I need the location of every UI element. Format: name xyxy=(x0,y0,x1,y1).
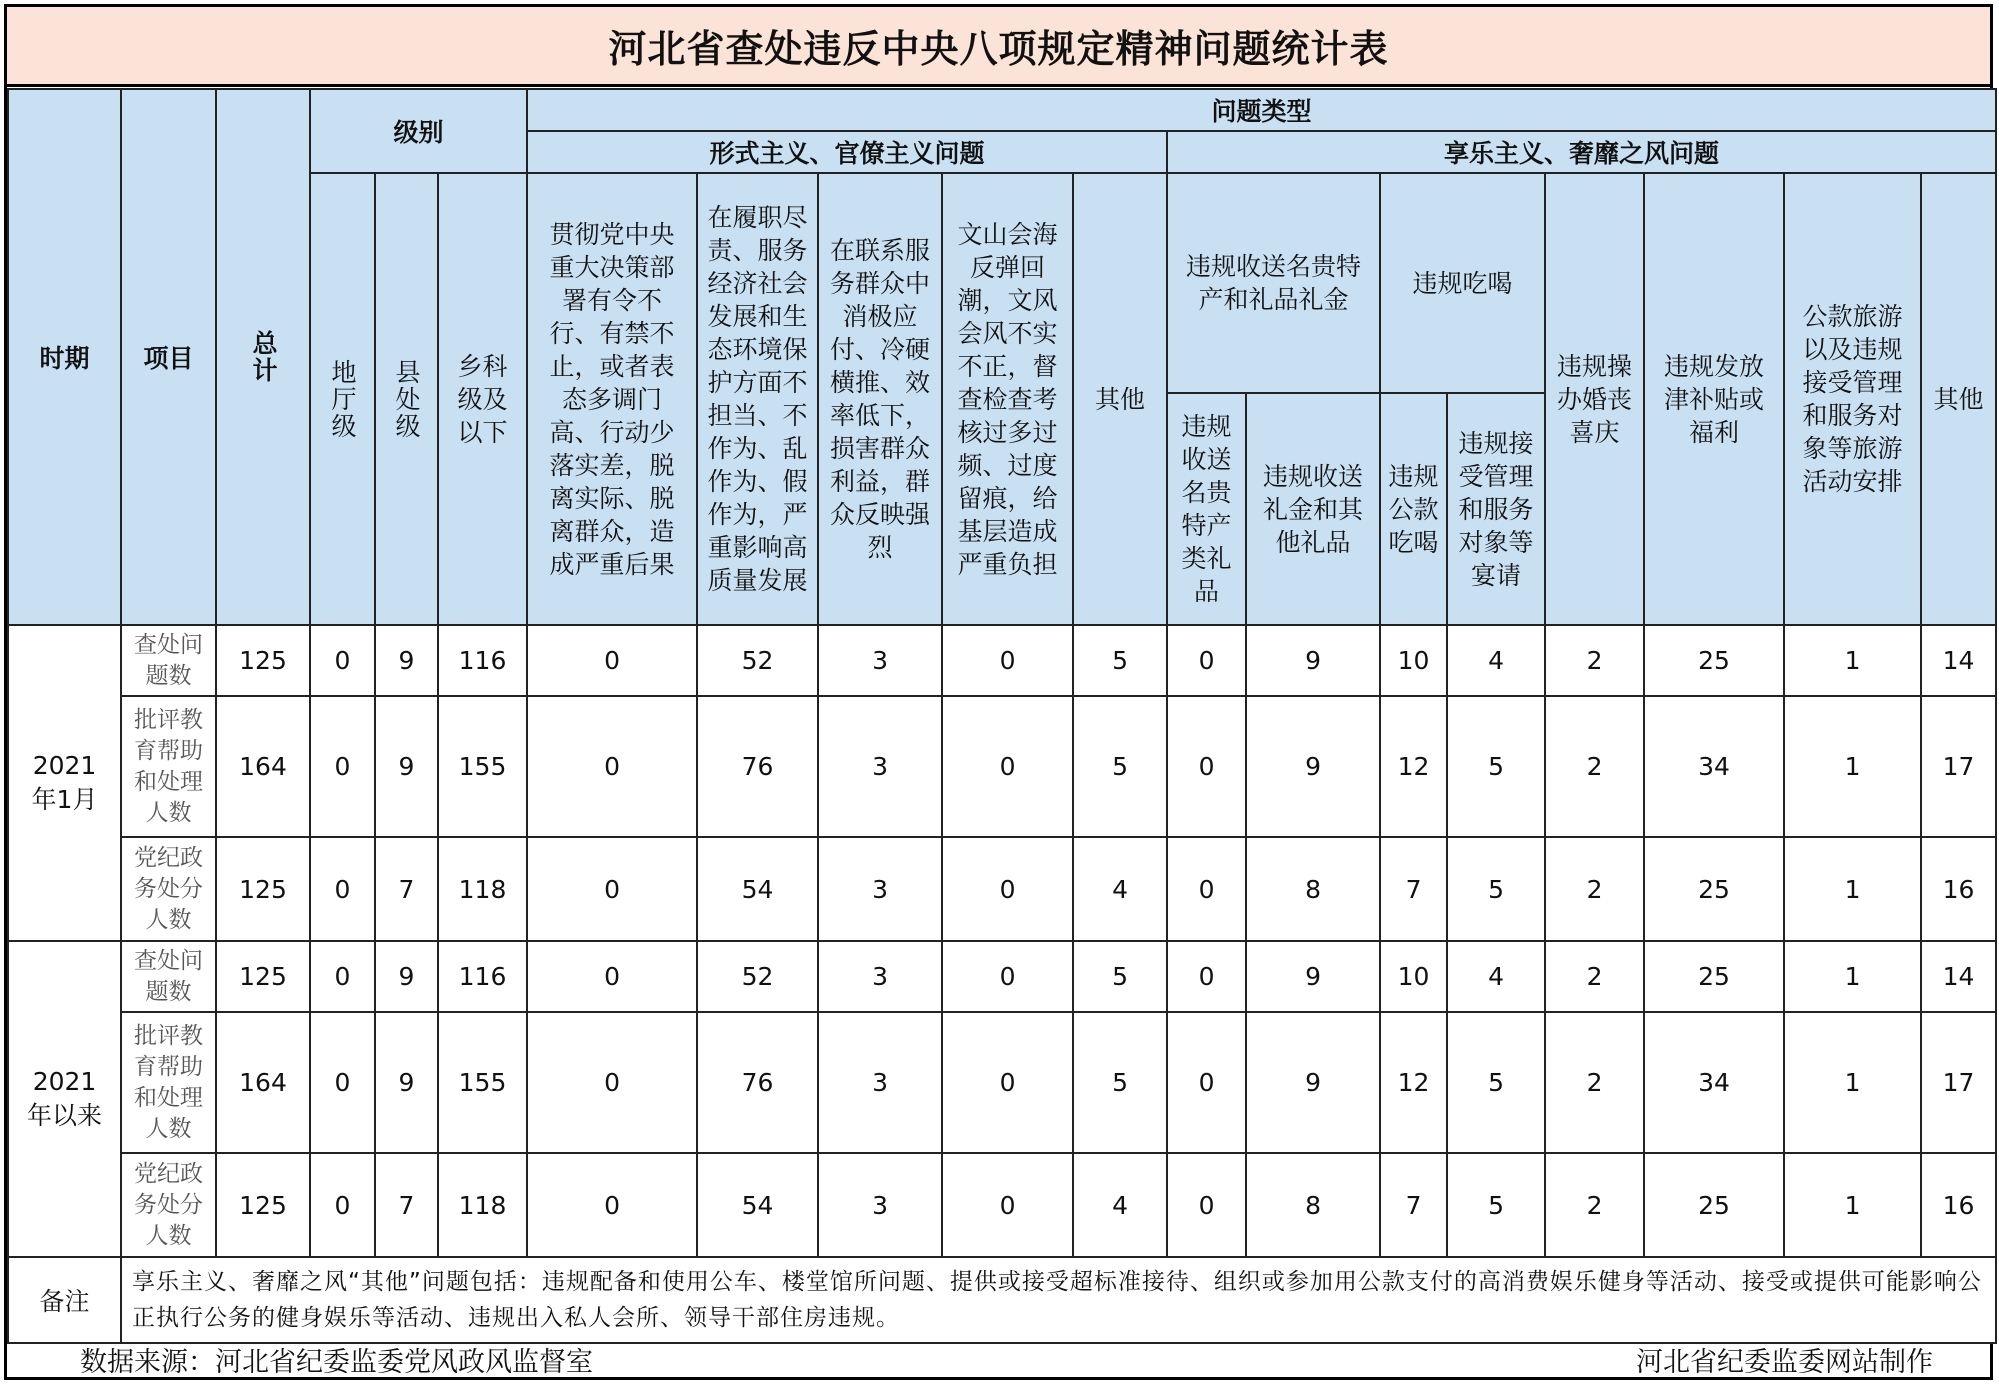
table-cell: 5 xyxy=(1447,1153,1545,1257)
table-cell: 1 xyxy=(1784,941,1921,1012)
table-cell: 5 xyxy=(1447,837,1545,941)
header-formalism-group: 形式主义、官僚主义问题 xyxy=(527,131,1167,173)
table-cell: 0 xyxy=(527,837,697,941)
table-cell: 9 xyxy=(1246,625,1380,696)
table-cell: 4 xyxy=(1073,1153,1167,1257)
table-cell: 0 xyxy=(310,696,375,837)
header-dining-public: 违规公款吃喝 xyxy=(1380,393,1447,625)
header-level-diting: 地厅级 xyxy=(328,358,357,440)
table-cell: 54 xyxy=(697,1153,818,1257)
table-cell: 0 xyxy=(1167,1153,1246,1257)
table-cell: 17 xyxy=(1921,696,1996,837)
table-row xyxy=(8,1153,1996,1257)
table-cell: 0 xyxy=(310,941,375,1012)
table-cell: 116 xyxy=(438,625,527,696)
table-cell: 9 xyxy=(375,696,438,837)
table-cell: 7 xyxy=(1380,837,1447,941)
table-cell: 7 xyxy=(375,837,438,941)
table-cell: 0 xyxy=(942,1012,1073,1153)
table-cell: 1 xyxy=(1784,1153,1921,1257)
table-cell: 1 xyxy=(1784,696,1921,837)
table-cell: 9 xyxy=(375,625,438,696)
header-level-col xyxy=(310,173,375,625)
table-cell: 125 xyxy=(216,837,310,941)
header-gifts-money: 违规收送礼金和其他礼品 xyxy=(1246,393,1380,625)
table-cell: 4 xyxy=(1447,941,1545,1012)
table-cell: 2 xyxy=(1545,1153,1644,1257)
table-cell: 5 xyxy=(1073,941,1167,1012)
table-cell: 0 xyxy=(527,625,697,696)
table-cell: 5 xyxy=(1447,1012,1545,1153)
table-cell: 3 xyxy=(818,1153,942,1257)
row-item-label: 查处问题数 xyxy=(121,625,216,696)
table-cell: 1 xyxy=(1784,837,1921,941)
table-cell: 0 xyxy=(310,625,375,696)
table-cell: 1 xyxy=(1784,1012,1921,1153)
table-cell: 9 xyxy=(375,941,438,1012)
header-formalism-col-1: 贯彻党中央重大决策部署有令不行、有禁不止，或者表态多调门高、行动少落实差，脱离实际、脱离群众，造成严重后果 xyxy=(527,173,697,625)
period-label: 2021年以来 xyxy=(8,941,121,1257)
table-cell: 0 xyxy=(1167,941,1246,1012)
table-cell: 14 xyxy=(1921,625,1996,696)
table-cell: 17 xyxy=(1921,1012,1996,1153)
table-cell: 118 xyxy=(438,1153,527,1257)
table-cell: 164 xyxy=(216,1012,310,1153)
header-gifts-group: 违规收送名贵特产和礼品礼金 xyxy=(1167,173,1380,393)
table-cell: 8 xyxy=(1246,1153,1380,1257)
table-cell: 3 xyxy=(818,696,942,837)
table-cell: 155 xyxy=(438,1012,527,1153)
table-cell: 25 xyxy=(1644,941,1784,1012)
table-cell: 16 xyxy=(1921,1153,1996,1257)
table-cell: 2 xyxy=(1545,696,1644,837)
table-cell: 3 xyxy=(818,941,942,1012)
table-row xyxy=(8,837,1996,941)
header-hedonism-other: 其他 xyxy=(1921,173,1996,625)
table-cell: 4 xyxy=(1073,837,1167,941)
table-cell: 125 xyxy=(216,941,310,1012)
table-cell: 0 xyxy=(1167,625,1246,696)
table-cell: 8 xyxy=(1246,837,1380,941)
header-subsidies: 违规发放津补贴或福利 xyxy=(1644,173,1784,625)
header-weddings-funerals: 违规操办婚丧喜庆 xyxy=(1545,173,1644,625)
header-level-col xyxy=(375,173,438,625)
table-cell: 155 xyxy=(438,696,527,837)
table-cell: 3 xyxy=(818,1012,942,1153)
table-cell: 1 xyxy=(1784,625,1921,696)
footer xyxy=(4,1345,1993,1380)
table-cell: 125 xyxy=(216,1153,310,1257)
table-cell: 0 xyxy=(942,1153,1073,1257)
table-cell: 54 xyxy=(697,837,818,941)
table-cell: 5 xyxy=(1447,696,1545,837)
header-formalism-col-2: 在履职尽责、服务经济社会发展和生态环境保护方面不担当、不作为、乱作为、假作为，严重影响高质量发展 xyxy=(697,173,818,625)
header-formalism-col-3: 在联系服务群众中消极应付、冷硬横推、效率低下，损害群众利益，群众反映强烈 xyxy=(818,173,942,625)
header-travel: 公款旅游以及违规接受管理和服务对象等旅游活动安排 xyxy=(1784,173,1921,625)
table-cell: 7 xyxy=(1380,1153,1447,1257)
header-problem-type: 问题类型 xyxy=(527,89,1996,131)
table-cell: 34 xyxy=(1644,696,1784,837)
page-title: 河北省查处违反中央八项规定精神问题统计表 xyxy=(7,7,1990,87)
table-cell: 0 xyxy=(1167,837,1246,941)
table-cell: 25 xyxy=(1644,837,1784,941)
table-cell: 10 xyxy=(1380,941,1447,1012)
header-formalism-col-4: 文山会海反弹回潮，文风会风不实不正，督查检查考核过多过频、过度留痕，给基层造成严重负担 xyxy=(942,173,1073,625)
table-cell: 116 xyxy=(438,941,527,1012)
header-item: 项目 xyxy=(121,89,216,625)
table-cell: 34 xyxy=(1644,1012,1784,1153)
table-cell: 0 xyxy=(527,941,697,1012)
table-cell: 0 xyxy=(1167,696,1246,837)
header-total-text: 总计 xyxy=(249,330,278,384)
row-item-label: 党纪政务处分人数 xyxy=(121,1153,216,1257)
header-total xyxy=(216,89,310,625)
table-cell: 4 xyxy=(1447,625,1545,696)
table-cell: 0 xyxy=(527,696,697,837)
table-cell: 3 xyxy=(818,837,942,941)
table-cell: 2 xyxy=(1545,1012,1644,1153)
row-item-label: 查处问题数 xyxy=(121,941,216,1012)
table-cell: 0 xyxy=(942,837,1073,941)
producer-credit: 河北省纪委监委网站制作 xyxy=(1636,1347,1933,1378)
table-cell: 9 xyxy=(1246,1012,1380,1153)
header-dining-banquet: 违规接受管理和服务对象等宴请 xyxy=(1447,393,1545,625)
table-cell: 52 xyxy=(697,941,818,1012)
table-cell: 0 xyxy=(527,1012,697,1153)
header-hedonism-group: 享乐主义、奢靡之风问题 xyxy=(1167,131,1996,173)
note-row xyxy=(8,1257,1996,1343)
table-row xyxy=(8,941,1996,1012)
table-cell: 5 xyxy=(1073,1012,1167,1153)
statistics-table xyxy=(7,88,1997,1344)
table-cell: 0 xyxy=(310,1012,375,1153)
table-cell: 7 xyxy=(375,1153,438,1257)
header-level-xiangke: 乡科级及以下 xyxy=(438,173,527,625)
header-level-xianchu: 县处级 xyxy=(392,358,421,440)
table-cell: 125 xyxy=(216,625,310,696)
table-cell: 9 xyxy=(1246,696,1380,837)
period-label: 2021年1月 xyxy=(8,625,121,941)
table-row xyxy=(8,625,1996,696)
table-cell: 12 xyxy=(1380,696,1447,837)
table-row xyxy=(8,1012,1996,1153)
note-label: 备注 xyxy=(8,1257,121,1343)
table-cell: 5 xyxy=(1073,625,1167,696)
table-cell: 0 xyxy=(527,1153,697,1257)
table-cell: 0 xyxy=(1167,1012,1246,1153)
header-period: 时期 xyxy=(8,89,121,625)
data-source: 数据来源：河北省纪委监委党风政风监督室 xyxy=(80,1347,593,1378)
header-formalism-other: 其他 xyxy=(1073,173,1167,625)
table-cell: 0 xyxy=(942,696,1073,837)
header-gifts-specialty: 违规收送名贵特产类礼品 xyxy=(1167,393,1246,625)
row-item-label: 批评教育帮助和处理人数 xyxy=(121,1012,216,1153)
table-cell: 2 xyxy=(1545,625,1644,696)
table-row xyxy=(8,696,1996,837)
table-cell: 0 xyxy=(942,625,1073,696)
table-cell: 2 xyxy=(1545,941,1644,1012)
table-cell: 25 xyxy=(1644,1153,1784,1257)
header-dining-group: 违规吃喝 xyxy=(1380,173,1545,393)
table-cell: 25 xyxy=(1644,625,1784,696)
table-cell: 5 xyxy=(1073,696,1167,837)
note-text: 享乐主义、奢靡之风“其他”问题包括：违规配备和使用公车、楼堂馆所问题、提供或接受超标准接待、组织或参加用公款支付的高消费娱乐健身等活动、接受或提供可能影响公正执行公务的健身娱乐等活动、违规出入私人会所、领导干部住房违规。 xyxy=(121,1257,1996,1343)
table-cell: 9 xyxy=(1246,941,1380,1012)
table-cell: 3 xyxy=(818,625,942,696)
table-cell: 2 xyxy=(1545,837,1644,941)
row-item-label: 批评教育帮助和处理人数 xyxy=(121,696,216,837)
table-cell: 164 xyxy=(216,696,310,837)
table-cell: 12 xyxy=(1380,1012,1447,1153)
table-cell: 76 xyxy=(697,696,818,837)
table-cell: 14 xyxy=(1921,941,1996,1012)
row-item-label: 党纪政务处分人数 xyxy=(121,837,216,941)
table-cell: 0 xyxy=(310,1153,375,1257)
table-cell: 52 xyxy=(697,625,818,696)
table-cell: 16 xyxy=(1921,837,1996,941)
table-cell: 0 xyxy=(942,941,1073,1012)
header-level: 级别 xyxy=(310,89,527,173)
table-cell: 9 xyxy=(375,1012,438,1153)
table-cell: 0 xyxy=(310,837,375,941)
table-cell: 76 xyxy=(697,1012,818,1153)
table-cell: 118 xyxy=(438,837,527,941)
table-cell: 10 xyxy=(1380,625,1447,696)
